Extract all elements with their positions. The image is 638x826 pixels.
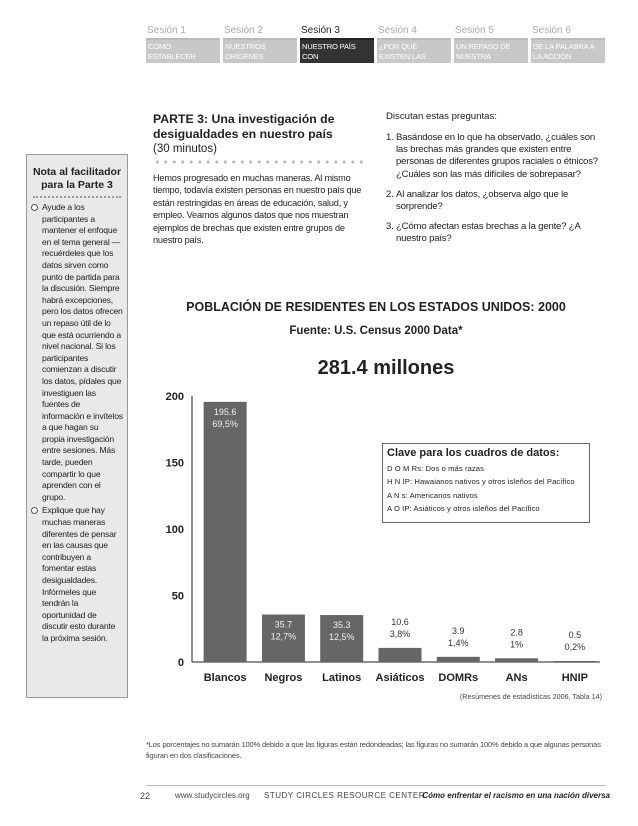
legend-item: D O M Rs: Dos o más razas	[387, 464, 485, 473]
x-category-label: Blancos	[203, 672, 247, 684]
bar-value-label: 195.6	[213, 406, 237, 417]
bar-value-label: 0.5	[568, 630, 582, 640]
facilitator-note-text: Explique que hay muchas maneras diferentes de pensar en las causas que contribuyen a fomentar estas desigualdades. Infórmeles que tendrán la oportunidad de discutir esto durante la próxima sesión.	[42, 505, 117, 643]
session-tab-3	[300, 24, 374, 71]
session-title: NUESTRO PAÍS CON DESIGUALDADES	[300, 40, 374, 63]
session-tab-1	[146, 24, 220, 71]
circle-bullet-icon	[31, 507, 38, 514]
facilitator-note-list	[27, 202, 127, 645]
legend-item: A O IP: Asiáticos y otros isleños del Pacífico	[387, 503, 540, 513]
dotted-divider	[33, 196, 121, 198]
discussion-questions	[386, 111, 606, 254]
footer-divider	[146, 785, 606, 786]
dotted-divider	[153, 160, 363, 164]
y-tick-label: 0	[177, 657, 184, 669]
question-item	[386, 189, 606, 213]
part-title: PARTE 3: Una investigación de desigualdades en nuestro país	[153, 112, 335, 141]
bar-value-label: 10.6	[391, 616, 409, 627]
population-bar-chart	[140, 380, 610, 692]
x-category-label: DOMRs	[438, 672, 479, 684]
bar-percent-label: 0,2%	[564, 642, 586, 652]
question-item	[386, 132, 606, 181]
x-category-label: Asiáticos	[375, 672, 425, 684]
bar-percent-label: 3,8%	[389, 628, 411, 639]
chart-title: POBLACIÓN DE RESIDENTES EN LOS ESTADOS UNIDOS: 2000	[186, 300, 566, 314]
bar-percent-label: 1,4%	[448, 637, 469, 648]
session-title: DE LA PALABRA A LA ACCIÓN	[531, 40, 605, 63]
question-text: Basándose en lo que ha observado, ¿cuáles son las brechas más grandes que existen entre personas de diferentes grupos raciales o étnicos? ¿Cuáles son las más difíciles de sobrepasar?	[396, 132, 598, 180]
session-number: Sesión 3	[301, 25, 340, 36]
question-item	[386, 221, 606, 245]
session-title: CÓMO ESTABLECER CONEXIONES	[146, 40, 220, 63]
y-tick-label: 200	[165, 391, 184, 403]
y-tick-label: 150	[165, 457, 184, 470]
x-category-label: ANs	[505, 672, 528, 684]
y-tick-label: 50	[171, 590, 184, 603]
footer-url: www.studycircles.org	[175, 791, 250, 800]
session-title: UN REPASO DE NUESTRA COMUNIDAD	[454, 40, 528, 63]
bar-value-label: 35.7	[274, 619, 293, 630]
bar-percent-label: 12,5%	[328, 632, 355, 643]
legend-item: H N IP: Hawaianos nativos y otros isleños del Pacífico	[387, 477, 575, 487]
question-text: ¿Cómo afectan estas brechas a la gente? ¿A nuestro país?	[396, 221, 581, 245]
part-intro: Hemos progresado en muchas maneras. Al mismo tiempo, todavía existen personas en nuestro país que están restringidas en áreas de educación, salud, y empleo. Veamos algunos datos que nos muestran ejemplos de brechas que existen entre grupos de nuestro país.	[153, 173, 362, 246]
footer-book-title: Cómo enfrentar el racismo en una nación diversa	[422, 791, 610, 800]
facilitator-note-title: Nota al facilitador para la Parte 3	[32, 166, 122, 191]
circle-bullet-icon	[31, 204, 38, 211]
y-tick-label: 100	[165, 524, 184, 536]
bar-percent-label: 1%	[510, 639, 524, 650]
discussion-heading: Discutan estas preguntas:	[386, 111, 497, 122]
bar-value-label: 35.3	[332, 620, 351, 631]
page-number: 22	[140, 791, 151, 801]
bar	[437, 657, 480, 662]
facilitator-note-text: Ayude a los participantes a mantener el enfoque en el tema general — recuérdeles que los datos sirven como punto de partida para la discusión. Siempre habrá excepciones, pero los datos ofrecen un repaso útil de lo que está ocurriendo a nivel nacional. Si los participantes comienzan a discutir los datos, pídales que investiguen las fuentes de información e invítelos a que hagan su propia investigación entre sesiones. Más tarde, pueden compartir lo que aprenden con el grupo.	[42, 202, 123, 502]
session-number: Sesión 2	[224, 25, 263, 36]
chart-legend	[382, 443, 590, 523]
part-duration: (30 minutos)	[153, 143, 217, 155]
footnote: *Los porcentajes no sumarán 100% debido a que las figuras están redondeadas; las figuras no sumarán 100% debido a que algunas personas figuran en dos clasificaciones.	[146, 740, 601, 760]
session-number: Sesión 1	[147, 25, 186, 36]
bar	[495, 658, 538, 662]
x-category-label: HNIP	[561, 672, 588, 684]
question-number: 2.	[386, 188, 394, 200]
bar	[204, 402, 247, 662]
facilitator-note-box	[26, 154, 128, 698]
chart-source-note: (Resúmenes de estadísticas 2006, Tabla 14)	[459, 692, 602, 701]
chart-total: 281.4 millones	[317, 357, 455, 379]
footer-organization: STUDY CIRCLES RESOURCE CENTER	[264, 791, 426, 800]
bar-percent-label: 12,7%	[270, 631, 297, 642]
bar-value-label: 2.8	[510, 627, 523, 638]
bar-percent-label: 69,5%	[212, 418, 238, 429]
question-text: Al analizar los datos, ¿observa algo que le sorprende?	[396, 188, 569, 213]
facilitator-note-item	[31, 202, 123, 503]
legend-title: Clave para los cuadros de datos:	[387, 447, 560, 459]
session-title: NUESTROS ORÍGENES ÉTNICOS Y RACIALES	[223, 40, 297, 63]
session-number: Sesión 5	[455, 25, 494, 36]
session-tab-4	[377, 24, 451, 71]
session-number: Sesión 6	[532, 25, 571, 36]
x-category-label: Negros	[264, 672, 303, 684]
question-number: 1.	[386, 132, 394, 143]
bar	[379, 648, 422, 662]
question-list	[386, 132, 606, 246]
session-tabs	[146, 24, 606, 81]
question-number: 3.	[386, 221, 394, 233]
bar-value-label: 3.9	[452, 625, 465, 636]
session-tab-5	[454, 24, 528, 71]
x-category-label: Latinos	[322, 672, 362, 684]
chart-subtitle: Fuente: U.S. Census 2000 Data*	[289, 325, 463, 337]
facilitator-note-item	[31, 505, 123, 644]
session-title: ¿POR QUÉ EXISTEN LAS DESIGUALDADES?	[377, 40, 451, 63]
legend-item: A N s: Americanos nativos	[387, 490, 478, 500]
session-number: Sesión 4	[378, 25, 417, 36]
session-tab-6	[531, 24, 605, 64]
session-tab-2	[223, 24, 297, 81]
bar	[553, 661, 596, 662]
